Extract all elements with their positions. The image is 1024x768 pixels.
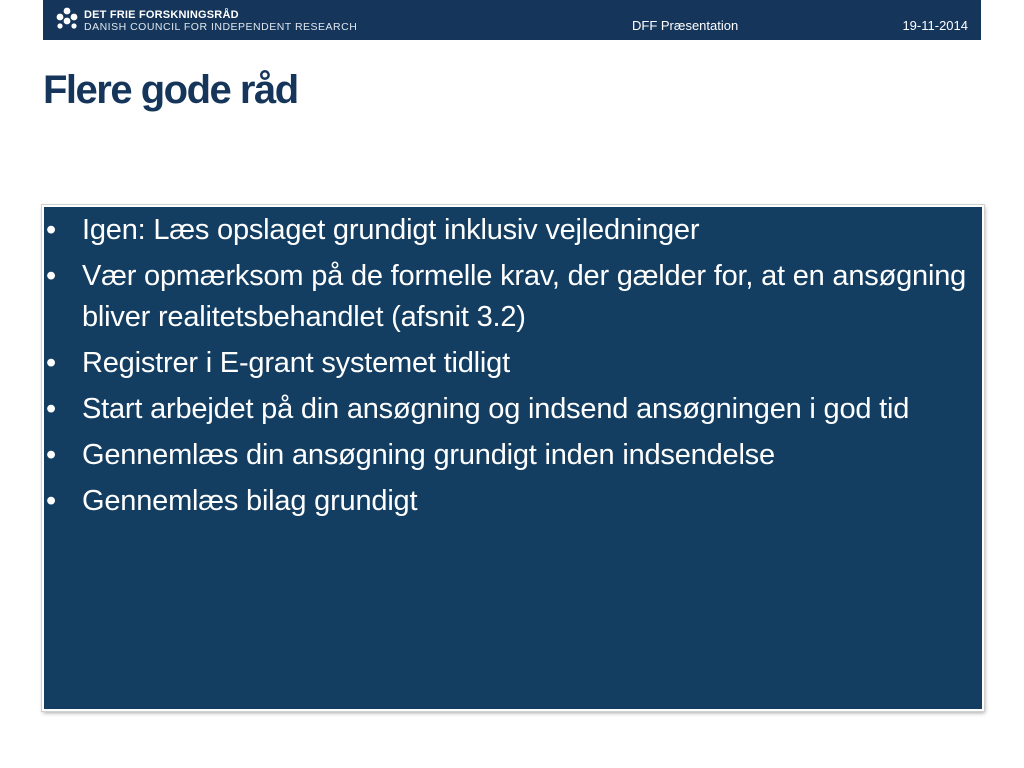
- bullet-icon: •: [46, 260, 57, 292]
- content-box: [42, 205, 984, 711]
- org-name: DET FRIE FORSKNINGSRÅD: [84, 9, 239, 21]
- dff-logo-icon: [55, 7, 79, 31]
- bullet-icon: •: [46, 214, 57, 246]
- bullet-icon: •: [46, 347, 57, 379]
- bullet-text: Igen: Læs opslaget grundigt inklusiv vejledninger: [82, 214, 700, 246]
- bullet-icon: •: [46, 485, 57, 517]
- bullet-item: [44, 435, 979, 476]
- slide-title: Flere gode råd: [43, 68, 298, 112]
- bullet-list: [44, 210, 979, 527]
- bullet-icon: •: [46, 393, 57, 425]
- bullet-text: Gennemlæs din ansøgning grundigt inden indsendelse: [82, 439, 775, 471]
- header-bar: [43, 0, 981, 40]
- bullet-text: Registrer i E-grant systemet tidligt: [82, 347, 510, 379]
- bullet-item: [44, 481, 979, 522]
- presentation-date: 19-11-2014: [902, 18, 968, 33]
- bullet-item: [44, 343, 979, 384]
- bullet-text: Vær opmærksom på de formelle krav, der gælder for, at en ansøgning bliver realitetsbehandlet (afsnit 3.2): [82, 260, 967, 333]
- bullet-item: [44, 256, 979, 338]
- bullet-text: Start arbejdet på din ansøgning og indsend ansøgningen i god tid: [82, 393, 910, 425]
- bullet-icon: •: [46, 439, 57, 471]
- logo: [55, 7, 358, 35]
- presentation-label: DFF Præsentation: [632, 18, 739, 33]
- bullet-item: [44, 389, 979, 430]
- bullet-item: [44, 210, 979, 251]
- org-subtitle: DANISH COUNCIL FOR INDEPENDENT RESEARCH: [84, 21, 358, 33]
- bullet-text: Gennemlæs bilag grundigt: [82, 485, 418, 517]
